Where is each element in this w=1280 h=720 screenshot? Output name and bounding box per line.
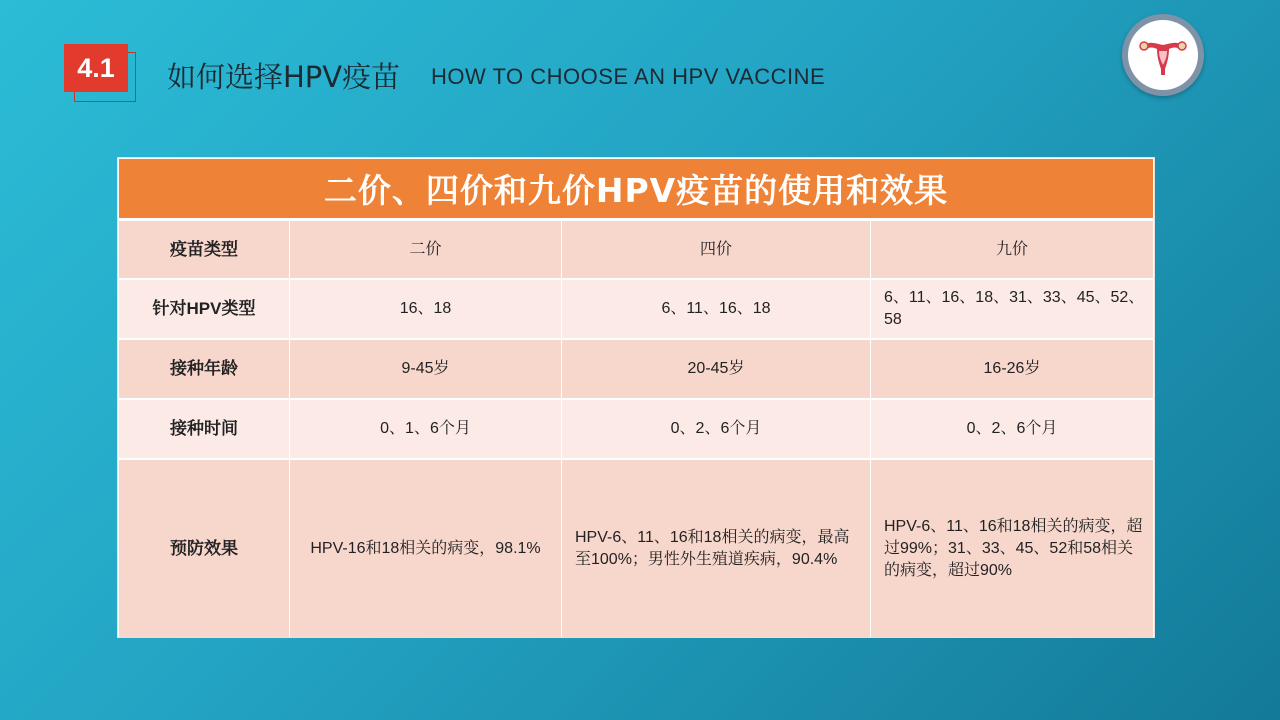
- table-cell: 16-26岁: [983, 360, 1041, 377]
- row-header-cell: 接种年龄: [119, 340, 290, 398]
- uterus-icon: [1137, 29, 1189, 81]
- table-cell: 20-45岁: [562, 340, 871, 398]
- table-cell: HPV-16和18相关的病变，98.1%: [290, 460, 562, 637]
- table-row: [119, 340, 1153, 398]
- table-cell: 0、2、6个月: [966, 420, 1058, 437]
- table-title: 二价、四价和九价HPV疫苗的使用和效果: [119, 159, 1153, 218]
- table-cell: 0、2、6个月: [562, 400, 871, 458]
- table-cell: HPV-6、11、16和18相关的病变，超过99%；31、33、45、52和58相关的病变，超过90%: [884, 517, 1143, 579]
- row-header-cell: 预防效果: [119, 460, 290, 637]
- table-row: [119, 460, 1153, 637]
- page-title: 如何选择HPV疫苗: [167, 60, 401, 94]
- table-cell: 6、11、16、18: [562, 280, 871, 338]
- table-cell: 0、1、6个月: [290, 400, 562, 458]
- table-cell: HPV-6、11、16和18相关的病变，最高至100%；男性外生殖道疾病，90.4%: [562, 460, 871, 637]
- page-subtitle: HOW TO CHOOSE AN HPV VACCINE: [431, 64, 826, 89]
- table-cell: 6、11、16、18、31、33、45、52、58: [884, 289, 1145, 328]
- table-row: [119, 221, 1153, 278]
- row-header-cell: 接种时间: [119, 400, 290, 458]
- table-row: [119, 400, 1153, 458]
- table-cell: 九价: [995, 240, 1028, 258]
- row-header-cell: 疫苗类型: [119, 221, 290, 278]
- row-header-cell: 针对HPV类型: [119, 280, 290, 338]
- logo: [1122, 14, 1204, 96]
- table-cell: 16、18: [290, 280, 562, 338]
- table-cell: 四价: [562, 221, 871, 278]
- table-cell: 二价: [290, 221, 562, 278]
- table-row: [119, 280, 1153, 338]
- section-number-badge: 4.1: [64, 44, 128, 92]
- vaccine-table: [117, 157, 1155, 638]
- table-cell: 9-45岁: [290, 340, 562, 398]
